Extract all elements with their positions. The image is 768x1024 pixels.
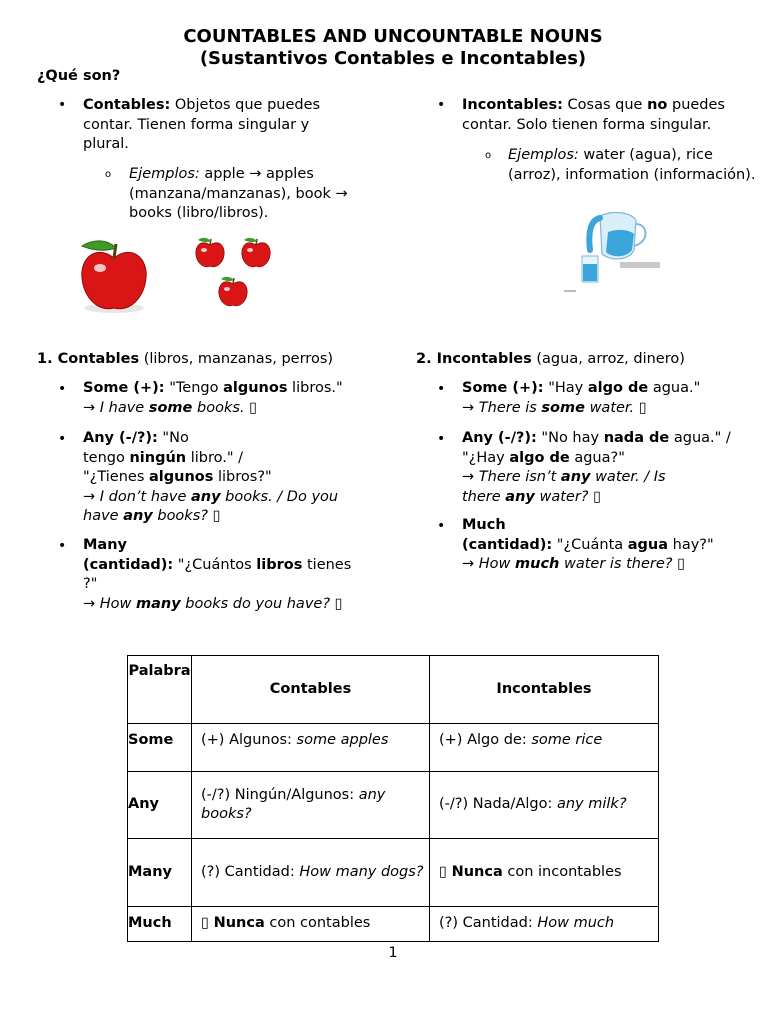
section-heading-que-son: ¿Qué son?	[37, 68, 121, 84]
sub-bullet-icon: o	[485, 150, 492, 161]
bullet-icon: •	[58, 97, 67, 113]
heading-incontables-bold: 2. Incontables	[416, 351, 532, 367]
section-heading-contables	[37, 350, 333, 370]
sub-bullet-icon: o	[105, 169, 112, 180]
examples-text: apple → apples (manzana/manzanas), book → books (libro/libros).	[129, 166, 348, 221]
table-word-cell: Any	[128, 772, 192, 839]
table-header-cell: Palabra	[128, 656, 192, 724]
heading-contables-rest: (libros, manzanas, perros)	[143, 351, 334, 367]
intro-contables-label: Contables:	[83, 97, 171, 113]
table-header-cell: Incontables	[430, 656, 659, 724]
intro-contables	[83, 96, 358, 155]
intro-incontables	[462, 96, 752, 135]
table-cell: (+) Algunos: some apples	[192, 724, 430, 772]
left-some: Some (+): "Tengo algunos libros." → I have some books. ▯	[83, 380, 343, 416]
small-apple-image	[217, 275, 251, 309]
missing-glyph-icon: ▯	[212, 508, 221, 524]
arrow-icon: →	[83, 399, 96, 416]
table-cell: ▯ Nunca con incontables	[430, 839, 659, 907]
arrow-icon: →	[462, 556, 475, 572]
examples-text: water (agua), rice (arroz), information (información).	[508, 147, 756, 183]
table-row	[128, 724, 659, 772]
heading-incontables-rest: (agua, arroz, dinero)	[536, 351, 685, 367]
arrow-icon: →	[462, 469, 475, 485]
right-any: Any (-/?): "No hay nada de agua." / "¿Hay algo de agua?" → There isn’t any water. / Is there any water? ▯	[462, 430, 731, 505]
bullet-icon: •	[58, 538, 67, 554]
missing-glyph-icon: ▯	[677, 556, 686, 572]
missing-glyph-icon: ▯	[439, 863, 447, 880]
table-word-cell: Much	[128, 907, 192, 942]
bullet-icon: •	[437, 381, 446, 397]
table-row	[128, 839, 659, 907]
bullet-icon: •	[437, 97, 446, 113]
table-header-row	[128, 656, 659, 724]
table-row	[128, 907, 659, 942]
section-heading-incontables	[416, 350, 685, 370]
right-some: Some (+): "Hay algo de agua." → There is some water. ▯	[462, 380, 701, 416]
intro-contables-text: Objetos que puedes contar. Tienen forma singular y plural.	[83, 97, 321, 152]
intro-incontables-examples	[508, 146, 758, 185]
examples-label: Ejemplos:	[508, 147, 579, 163]
examples-label: Ejemplos:	[129, 166, 200, 182]
missing-glyph-icon: ▯	[334, 595, 343, 612]
intro-incontables-text-2: puedes contar. Solo tienen forma singular.	[462, 97, 725, 133]
bullet-icon: •	[437, 518, 446, 534]
intro-incontables-no: no	[647, 97, 668, 113]
table-cell: (+) Algo de: some rice	[430, 724, 659, 772]
table-cell: (?) Cantidad: How many dogs?	[192, 839, 430, 907]
document-subtitle: (Sustantivos Contables e Incontables)	[199, 48, 587, 69]
arrow-icon: →	[83, 488, 96, 505]
table-cell: (-/?) Ningún/Algunos: any books?	[192, 772, 430, 839]
water-pitcher-image	[560, 206, 664, 298]
left-any: Any (-/?): "No tengo ningún libro." / "¿Tienes algunos libros?" → I don’t have any books. / Do you have any books? ▯	[83, 430, 339, 524]
arrow-icon: →	[462, 399, 475, 416]
arrow-icon: →	[83, 595, 96, 612]
bullet-icon: •	[58, 381, 67, 397]
heading-contables-bold: 1. Contables	[37, 351, 140, 367]
left-many: Many (cantidad): "¿Cuántos libros tienes ?" → How many books do you have? ▯	[83, 537, 352, 612]
table-word-cell: Some	[128, 724, 192, 772]
document-title: COUNTABLES AND UNCOUNTABLE NOUNS	[183, 26, 603, 47]
table-cell: (-/?) Nada/Algo: any milk?	[430, 772, 659, 839]
bullet-icon: •	[437, 431, 446, 447]
missing-glyph-icon: ▯	[201, 915, 209, 932]
table-row	[128, 772, 659, 839]
missing-glyph-icon: ▯	[593, 488, 602, 505]
bullet-icon: •	[58, 431, 67, 447]
intro-incontables-text: Cosas que	[567, 97, 643, 113]
table-word-cell: Many	[128, 839, 192, 907]
small-apple-image	[194, 236, 228, 270]
missing-glyph-icon: ▯	[638, 399, 647, 416]
table-cell: (?) Cantidad: How much	[430, 907, 659, 942]
right-much: Much (cantidad): "¿Cuánta agua hay?" → How much water is there? ▯	[462, 517, 714, 572]
table-cell: ▯ Nunca con contables	[192, 907, 430, 942]
intro-contables-examples	[129, 165, 374, 224]
summary-table	[127, 655, 659, 942]
small-apple-image	[240, 236, 274, 270]
big-apple-image	[78, 236, 150, 316]
intro-incontables-label: Incontables:	[462, 97, 563, 113]
missing-glyph-icon: ▯	[249, 399, 258, 416]
table-header-cell: Contables	[192, 656, 430, 724]
page-number: 1	[388, 945, 398, 961]
